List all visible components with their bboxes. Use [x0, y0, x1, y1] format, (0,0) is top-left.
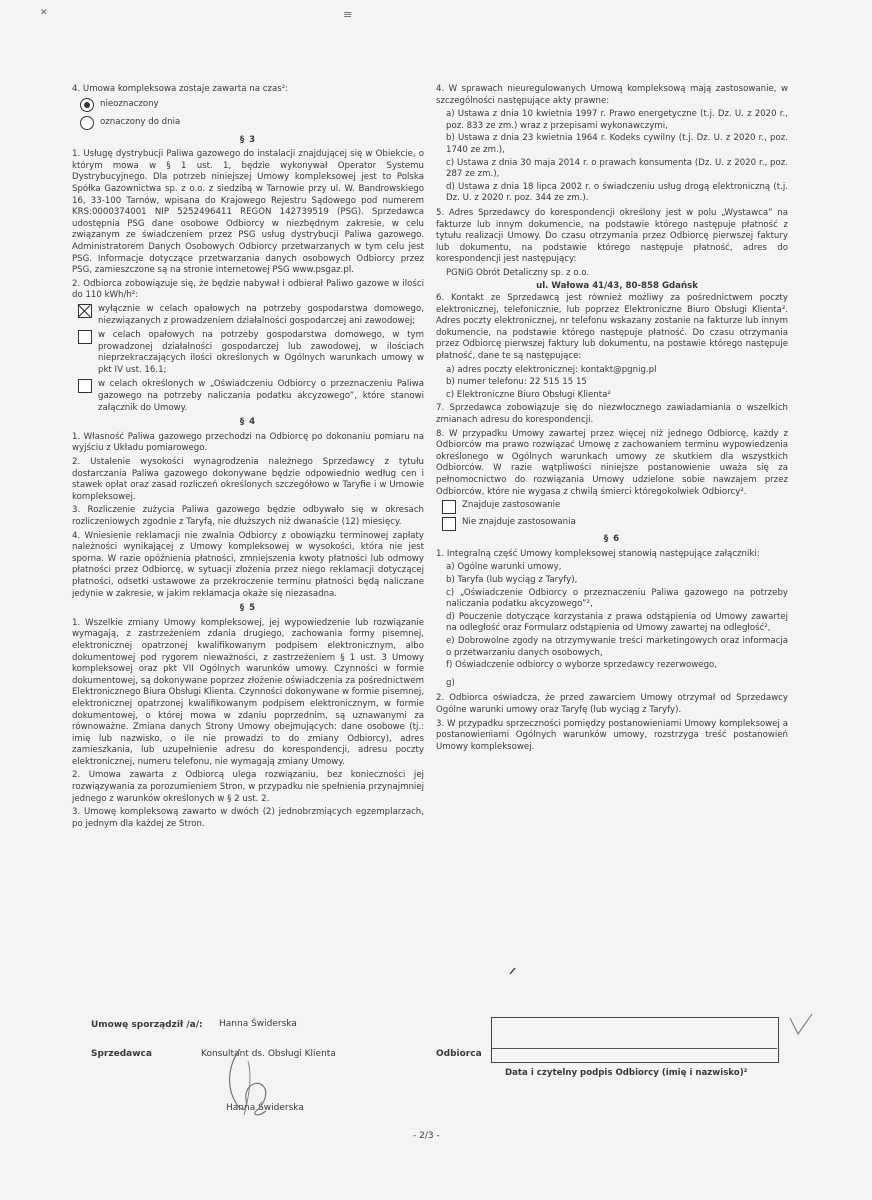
section-4-item-3: 3. Rozliczenie zużycia Paliwa gazowego będzie odbywało się w okresach rozliczeniowych zgodnie z Taryfą, nie dłuższych niż dwanaście (12) miesięcy.	[72, 505, 424, 527]
purpose-option-excise-label: w celach określonych w „Oświadczeniu Odbiorcy o przeznaczeniu Paliwa gazowego na potrzeby naliczania podatku akcyzowego”, które stanowi załącznik do Umowy.	[98, 379, 424, 413]
pen-tick-mark	[508, 966, 518, 976]
recipient-label: Odbiorca	[436, 1049, 482, 1059]
section-3-item-1: 1. Usługę dystrybucji Paliwa gazowego do instalacji znajdującej się w Obiekcie, o którym mowa w § 1 ust. 1, będzie wykonywał Operator Systemu Dystrybucyjnego. Dla potrzeb niniejszej Umowy kompleksowej jest to Polska Spółka Gazownictwa sp. z o.o. z siedzibą w Tarnowie przy ul. W. Bandrowskiego 16, 33-100 Tarnów, wpisana do Krajowego Rejestru Sądowego pod numerem KRS:0000374001 NIP 5252496411 REGON 142739519 (PSG). Sprzedawca udostępnia PSG dane osobowe Odbiorcy w niezbędnym zakresie, w celu związanym ze świadczeniem przez PSG usług dystrybucji Paliwa gazowego. Administratorem Danych Osobowych Odbiorcy przetwarzanych w tym celu jest PSG. Informacje dotyczące przetwarzania danych osobowych Odbiorcy przez PSG, zamieszczone są na stronie internetowej PSG www.psgaz.pl.	[72, 149, 424, 276]
section-6-heading: § 6	[603, 534, 621, 545]
not-applies-option[interactable]	[442, 517, 788, 531]
contact-phone: b) numer telefonu: 22 515 15 15	[446, 377, 587, 388]
law-act-b: b) Ustawa z dnia 23 kwietnia 1964 r. Kodeks cywilny (t.j. Dz. U. z 2020 r., poz. 1740 ze zm.),	[446, 133, 788, 155]
section-5-heading: § 5	[239, 603, 257, 614]
radio-indefinite-circle[interactable]	[80, 98, 94, 112]
radio-definite-circle[interactable]	[80, 116, 94, 130]
seller-label: Sprzedawca	[91, 1049, 152, 1059]
checkmark-icon	[788, 1012, 814, 1038]
section-3-heading: § 3	[239, 134, 257, 145]
attachments-intro: 1. Integralną część Umowy kompleksowej stanowią następujące załączniki:	[436, 548, 760, 559]
radio-definite-label: oznaczony do dnia	[100, 116, 181, 127]
applies-option-label: Znajduje zastosowanie	[462, 500, 561, 511]
section-5-item-2: 2. Umowa zawarta z Odbiorcą ulega rozwiązaniu, bez konieczności jej rozwiązywania za porozumieniem Stron, w przypadku nie spełnienia przynajmniej jednego z warunków określonych w § 2 ust. 2.	[72, 770, 424, 804]
law-act-d: d) Ustawa z dnia 18 lipca 2002 r. o świadczeniu usług drogą elektroniczną (t.j. Dz. U. z 2020 r. poz. 344 ze zm.).	[446, 181, 788, 204]
section-6-item-3: 3. W przypadku sprzeczności pomiędzy postanowieniami Umowy kompleksowej a postanowieniami Ogólnych warunków umowy, rozstrzyga treść postanowień Umowy kompleksowej.	[436, 718, 788, 752]
radio-indefinite-label: nieoznaczony	[100, 98, 159, 109]
not-applies-option-label: Nie znajduje zastosowania	[462, 517, 576, 528]
seller-name: Hanna Świderska	[226, 1103, 304, 1113]
section-5-item-1: 1. Wszelkie zmiany Umowy kompleksowej, jej wypowiedzenie lub rozwiązanie wymagają, z zastrzeżeniem zdania drugiego, zachowania formy pisemnej, elektronicznej opatrzonej kwalifikowanym podpisem elektronicznym, albo dokumentowej pod rygorem nieważności, z zastrzeżeniem § 1 ust. 3 Umowy kompleksowej oraz pkt VII Ogólnych warunków umowy. Czynności w formie dokumentowej, są dokonywane poprzez złożenie oświadczenia za pośrednictwem Elektronicznego Biura Obsługi Klienta. Czynności dokonywane w formie pisemnej, elektronicznej opatrzonej kwalifikowanym podpisem elektronicznym, w formie dokumentowej, o której mowa w zdaniu poprzednim, są uznawanymi za równoważne. Zmiana danych Strony Umowy obejmujących: dane osobowe (tj.: imię lub nazwisko, o ile nie prowadzi to do zmiany Odbiorcy), adres zamieszkania, lub uzupełnienie adresu do korespondencji, adresu poczty elektronicznej, numeru telefonu, nie wymagają zmiany Umowy.	[72, 617, 425, 767]
attachment-f: f) Oświadczenie odbiorcy o wyborze sprzedawcy rezerwowego,	[446, 660, 718, 671]
checkbox-excise[interactable]	[78, 379, 92, 393]
section-4-item-4: 4. Wniesienie reklamacji nie zwalnia Odbiorcy z obowiązku terminowej zapłaty należności wynikającej z Umowy kompleksowej w wysokości, która nie jest sporna. W razie opóźnienia płatności, zmniejszenia kwoty płatności lub odmowy płatności przez Odbiorcę, w sytuacji złożenia przez niego reklamacji dotyczącej płatności, odsetki ustawowe za przekroczenie terminu płatności będą naliczane jedynie w zakresie, w jakim reklamacja okaże się niezasadna.	[72, 530, 424, 599]
law-act-c: c) Ustawa z dnia 30 maja 2014 r. o prawach konsumenta (Dz. U. z 2020 r., poz. 287 ze zm.),	[446, 157, 788, 180]
correspondence-address-clause: 5. Adres Sprzedawcy do korespondencji określony jest w polu „Wystawca” na fakturze lub innym dokumencie, na podstawie którego następuje płatność z tytułu realizacji Umowy. Do czasu otrzymania przez Odbiorcę pierwszej faktury lub dokumentu, na podstawie którego następuje płatność, adres do korespondencji jest następujący:	[436, 207, 788, 265]
section-5-item-3: 3. Umowę kompleksową zawarto w dwóch (2) jednobrzmiących egzemplarzach, po jednym dla każdej ze Stron.	[72, 807, 424, 829]
purpose-option-excise[interactable]	[78, 379, 424, 414]
checkbox-not-applies[interactable]	[442, 517, 456, 531]
applies-option[interactable]	[442, 500, 788, 514]
section-6-item-2: 2. Odbiorca oświadcza, że przed zawarciem Umowy otrzymał od Sprzedawcy Ogólne warunki umowy oraz Taryfę (lub wyciąg z Taryfy).	[436, 693, 788, 715]
recipient-signature-line	[492, 1048, 777, 1049]
radio-definite[interactable]	[80, 117, 424, 131]
left-column	[72, 84, 424, 832]
contact-clause: 6. Kontakt ze Sprzedawcą jest również możliwy za pośrednictwem poczty elektronicznej, telefonicznie, lub poprzez Elektroniczne Biuro Obsługi Klienta². Adres poczty elektronicznej, nr telefonu wskazany zostanie na fakturze lub innym dokumencie, na podstawie którego następuje płatność. Do czasu otrzymania przez Odbiorcę pierwszej faktury lub dokumentu, na postawie którego następuje płatność, dane te są następujące:	[436, 293, 788, 362]
seller-role: Konsultant ds. Obsługi Klienta	[201, 1049, 336, 1059]
attachment-b: b) Taryfa (lub wyciąg z Taryfy),	[446, 574, 578, 585]
checkbox-household[interactable]	[78, 304, 92, 318]
applicable-law-intro: 4. W sprawach nieuregulowanych Umową kompleksową mają zastosowanie, w szczególności następujące akty prawne:	[436, 84, 788, 106]
seller-signature-scribble	[218, 1045, 288, 1120]
purpose-option-household[interactable]	[78, 304, 424, 327]
checkbox-business[interactable]	[78, 330, 92, 344]
attachment-g: g)	[446, 677, 455, 688]
scan-mark: ≡	[343, 8, 353, 21]
law-act-a: a) Ustawa z dnia 10 kwietnia 1997 r. Prawo energetyczne (t.j. Dz. U. z 2020 r., poz. 833 ze zm.) wraz z przepisami wykonawczymi,	[446, 109, 788, 131]
prepared-by-name: Hanna Świderska	[219, 1019, 297, 1029]
contract-term-label: 4. Umowa kompleksowa zostaje zawarta na czas²:	[72, 84, 289, 94]
corner-mark: ✕	[40, 8, 48, 18]
section-4-item-2: 2. Ustalenie wysokości wynagrodzenia należnego Sprzedawcy z tytułu dostarczania Paliwa gazowego dokonywane będzie odpowiednio według cen i stawek opłat oraz zasad rozliczeń określonych szczegółowo w Taryfie i w Umowie kompleksowej.	[72, 457, 424, 502]
multiple-recipients-clause: 8. W przypadku Umowy zawartej przez więcej niż jednego Odbiorcę, każdy z Odbiorców ma prawo rozwiązać Umowę z zachowaniem terminu wypowiedzenia określonego w Ogólnych warunkach umowy ze skutkiem dla wszystkich Odbiorców. W razie wątpliwości niniejsze postanowienie uważa się za pełnomocnictwo do rozwiązania Umowy udzielone sobie nawzajem przez Odbiorców, które nie wygasa z chwilą śmierci któregokolwiek Odbiorcy².	[436, 428, 788, 497]
prepared-by-label: Umowę sporządził /a/:	[91, 1020, 203, 1030]
attachment-c: c) „Oświadczenie Odbiorcy o przeznaczeniu Paliwa gazowego na potrzeby naliczania podatku akcyzowego”²,	[446, 587, 788, 610]
contact-email: a) adres poczty elektronicznej: kontakt@pgnig.pl	[446, 364, 657, 375]
section-3-item-2: 2. Odbiorca zobowiązuje się, że będzie nabywał i odbierał Paliwo gazowe w ilości do 110 kWh/h²:	[72, 278, 424, 301]
radio-indefinite[interactable]	[80, 99, 424, 113]
purpose-option-business[interactable]	[78, 330, 424, 376]
recipient-signature-box[interactable]	[491, 1017, 779, 1063]
attachment-a: a) Ogólne warunki umowy,	[446, 562, 562, 573]
recipient-signature-caption: Data i czytelny podpis Odbiorcy (imię i nazwisko)²	[505, 1068, 748, 1078]
section-4-heading: § 4	[239, 417, 257, 428]
checkbox-applies[interactable]	[442, 500, 456, 514]
attachment-d: d) Pouczenie dotyczące korzystania z prawa odstąpienia od Umowy zawartej na odległość oraz Formularz odstąpienia od Umowy zawartej na odległość²,	[446, 611, 788, 634]
contact-ebok: c) Elektroniczne Biuro Obsługi Klienta²	[446, 389, 611, 400]
address-change-clause: 7. Sprzedawca zobowiązuje się do niezwłocznego zawiadamiania o wszelkich zmianach adresu do korespondencji.	[436, 403, 788, 426]
purpose-option-business-label: w celach opałowych na potrzeby gospodarstwa domowego, w tym prowadzonej działalności gospodarczej lub zawodowej, w ilościach nieprzekraczających ilości określonych w Ogólnych warunkach umowy w pkt IV ust. 16.1;	[98, 330, 424, 375]
company-address: ul. Wałowa 41/43, 80-858 Gdańsk	[536, 280, 698, 291]
purpose-option-household-label: wyłącznie w celach opałowych na potrzeby gospodarstwa domowego, niezwiązanych z prowadzeniem działalności gospodarczej ani zawodowej;	[98, 303, 424, 326]
company-name: PGNiG Obrót Detaliczny sp. z o.o.	[446, 267, 590, 278]
section-4-item-1: 1. Własność Paliwa gazowego przechodzi na Odbiorcę po dokonaniu pomiaru na wyjściu z Układu pomiarowego.	[72, 431, 424, 454]
right-column	[436, 84, 788, 755]
attachment-e: e) Dobrowolne zgody na otrzymywanie treści marketingowych oraz informacja o przetwarzaniu danych osobowych,	[446, 635, 788, 658]
page-number: - 2/3 -	[413, 1131, 440, 1141]
